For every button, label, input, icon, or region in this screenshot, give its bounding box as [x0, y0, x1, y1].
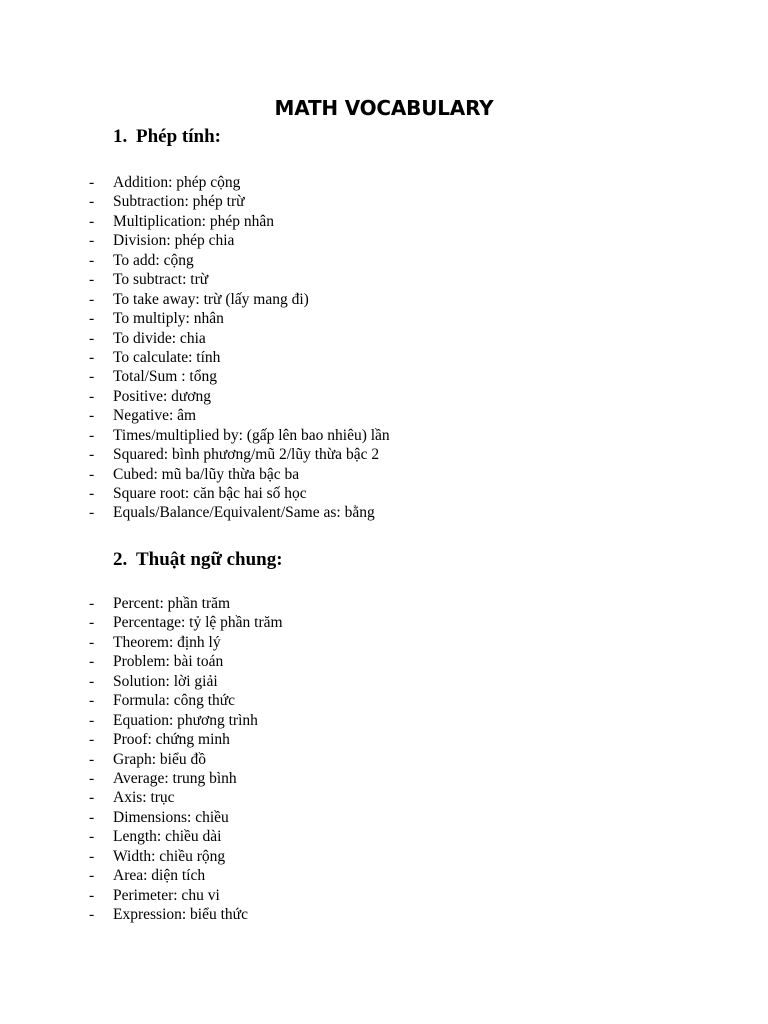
vocab-entry: To add: cộng	[113, 251, 194, 269]
bullet-dash: -	[89, 867, 95, 885]
section-number: 2.	[113, 549, 128, 570]
vocab-entry: Theorem: định lý	[113, 633, 221, 651]
vocab-entry: Formula: công thức	[113, 692, 236, 710]
vocab-entry: Equals/Balance/Equivalent/Same as: bằng	[113, 504, 375, 522]
bullet-dash: -	[89, 808, 95, 826]
vocab-entry: Cubed: mũ ba/lũy thừa bậc ba	[113, 465, 300, 483]
bullet-dash: -	[89, 212, 95, 230]
vocab-entry: Equation: phương trình	[113, 711, 258, 729]
bullet-dash: -	[89, 232, 95, 250]
vocab-entry: Percent: phần trăm	[113, 595, 231, 612]
bullet-dash: -	[89, 348, 95, 366]
bullet-dash: -	[89, 368, 95, 386]
vocab-entry: Addition: phép cộng	[113, 174, 241, 191]
vocab-entry: Graph: biểu đồ	[113, 750, 206, 768]
bullet-dash: -	[89, 789, 95, 807]
bullet-dash: -	[89, 633, 95, 651]
vocab-entry: Length: chiều dài	[113, 828, 222, 846]
bullet-dash: -	[89, 271, 95, 289]
vocab-entry: Perimeter: chu vi	[113, 886, 220, 904]
section-number: 1.	[113, 126, 128, 147]
vocab-entry: Percentage: tỷ lệ phần trăm	[113, 614, 283, 632]
bullet-dash: -	[89, 595, 95, 612]
bullet-dash: -	[89, 906, 95, 923]
vocab-entry: Solution: lời giải	[113, 672, 218, 690]
bullet-dash: -	[89, 446, 95, 464]
vocab-entry: Axis: trục	[113, 789, 175, 807]
document-title: MATH VOCABULARY	[274, 96, 494, 120]
vocab-entry: To subtract: trừ	[113, 271, 209, 289]
bullet-dash: -	[89, 504, 95, 522]
bullet-dash: -	[89, 310, 95, 328]
section-heading-phep-tinh	[113, 126, 221, 148]
vocab-entry: Negative: âm	[113, 407, 197, 425]
vocab-entry: Area: diện tích	[113, 867, 206, 885]
vocab-entry: Proof: chứng minh	[113, 731, 230, 749]
vocab-entry: Square root: căn bậc hai số học	[113, 485, 307, 502]
vocab-entry: Division: phép chia	[113, 232, 235, 250]
bullet-dash: -	[89, 711, 95, 729]
vocab-entry: Width: chiều rộng	[113, 847, 226, 865]
vocab-entry: Expression: biểu thức	[113, 906, 248, 923]
vocab-entry: Average: trung bình	[113, 769, 237, 787]
bullet-dash: -	[89, 485, 95, 502]
bullet-dash: -	[89, 251, 95, 269]
bullet-dash: -	[89, 290, 95, 308]
vocab-entry: Subtraction: phép trừ	[113, 193, 245, 211]
section-heading-thuat-ngu-chung	[113, 549, 283, 571]
bullet-dash: -	[89, 692, 95, 710]
vocab-entry: Positive: dương	[113, 387, 211, 405]
vocab-entry: Times/multiplied by: (gấp lên bao nhiêu) lần	[113, 426, 390, 444]
vocab-entry: Dimensions: chiều	[113, 808, 229, 826]
bullet-dash: -	[89, 193, 95, 211]
bullet-dash: -	[89, 750, 95, 768]
section-title: Phép tính:	[136, 126, 221, 147]
bullet-dash: -	[89, 847, 95, 865]
bullet-dash: -	[89, 672, 95, 690]
bullet-dash: -	[89, 329, 95, 347]
bullet-dash: -	[89, 653, 95, 671]
bullet-dash: -	[89, 614, 95, 632]
bullet-dash: -	[89, 465, 95, 483]
vocab-entry: Total/Sum : tổng	[113, 368, 217, 386]
bullet-dash: -	[89, 174, 95, 191]
bullet-dash: -	[89, 769, 95, 787]
bullet-dash: -	[89, 886, 95, 904]
bullet-dash: -	[89, 387, 95, 405]
bullet-dash: -	[89, 426, 95, 444]
section-title: Thuật ngữ chung:	[136, 549, 283, 570]
vocab-entry: To calculate: tính	[113, 348, 221, 366]
bullet-dash: -	[89, 828, 95, 846]
vocab-entry: Multiplication: phép nhân	[113, 212, 275, 230]
vocab-entry: To divide: chia	[113, 329, 206, 347]
bullet-dash: -	[89, 731, 95, 749]
vocab-entry: Problem: bài toán	[113, 653, 224, 671]
vocab-entry: To take away: trừ (lấy mang đi)	[113, 290, 309, 308]
vocab-entry: Squared: bình phương/mũ 2/lũy thừa bậc 2	[113, 446, 380, 464]
bullet-dash: -	[89, 407, 95, 425]
vocab-entry: To multiply: nhân	[113, 310, 224, 328]
